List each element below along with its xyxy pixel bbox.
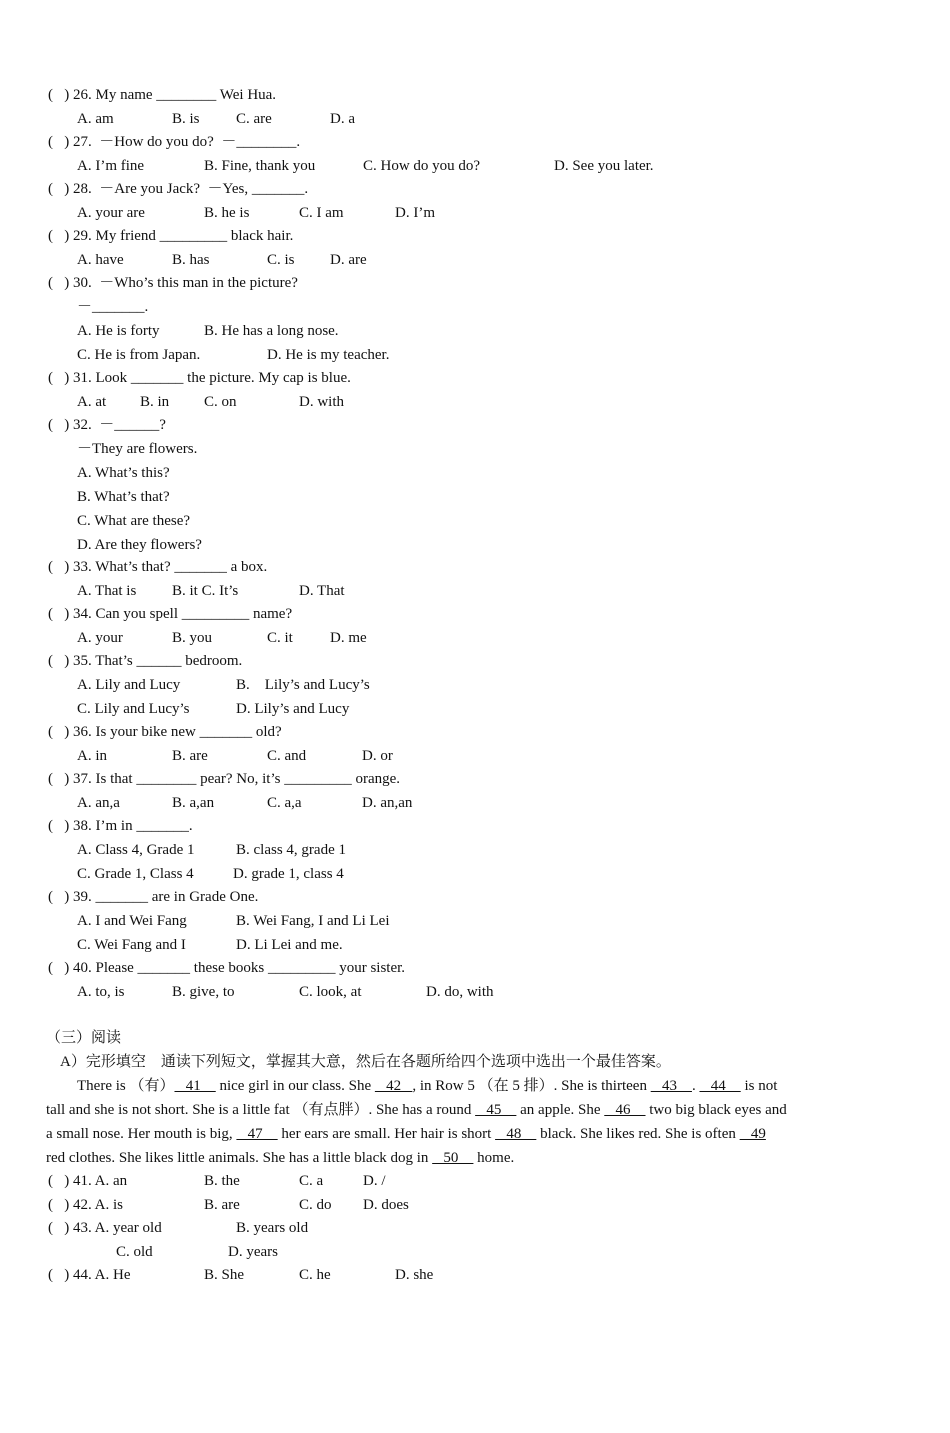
question-31-stem: ( ) 31. Look _______ the picture. My cap is blue. (48, 370, 351, 386)
q36-option-a: A. in (77, 748, 107, 764)
q27-option-a: A. I’m fine (77, 158, 145, 174)
q36-option-d: D. or (362, 748, 393, 764)
passage-line-4: red clothes. She likes little animals. She has a little black dog in 50 home. (46, 1150, 515, 1166)
q37-option-d: D. an,an (362, 795, 413, 811)
blank-48: 48 (495, 1126, 537, 1142)
q34-option-b: B. you (172, 630, 213, 646)
q27-option-c: C. How do you do? (363, 158, 481, 174)
q31-option-d: D. with (299, 394, 344, 410)
q30-option-d: D. He is my teacher. (267, 347, 390, 363)
question-26-stem: ( ) 26. My name ________ Wei Hua. (48, 87, 277, 103)
q37-option-a: A. an,a (77, 795, 120, 811)
q28-option-d: D. I’m (395, 205, 435, 221)
reading-section-title: （三）阅读 (46, 1030, 122, 1046)
q34-option-d: D. me (330, 630, 367, 646)
q38-option-b: B. class 4, grade 1 (236, 842, 346, 858)
q31-option-c: C. on (204, 394, 237, 410)
question-36-stem: ( ) 36. Is your bike new _______ old? (48, 724, 282, 740)
q39-option-d: D. Li Lei and me. (236, 937, 343, 953)
q28-option-a: A. your are (77, 205, 145, 221)
q43-option-b: B. years old (236, 1220, 309, 1236)
q41-option-b: B. the (204, 1173, 240, 1189)
q35-option-b: B. Lily’s and Lucy’s (236, 677, 370, 693)
q35-option-d: D. Lily’s and Lucy (236, 701, 350, 717)
question-44-stem: ( ) 44. A. He (48, 1267, 131, 1283)
q41-option-c: C. a (299, 1173, 324, 1189)
q40-option-c: C. look, at (299, 984, 362, 1000)
question-29-stem: ( ) 29. My friend _________ black hair. (48, 228, 294, 244)
question-43-stem: ( ) 43. A. year old (48, 1220, 162, 1236)
q32-option-d: D. Are they flowers? (77, 537, 202, 553)
q40-option-a: A. to, is (77, 984, 125, 1000)
question-39-stem: ( ) 39. _______ are in Grade One. (48, 889, 259, 905)
q41-option-d: D. / (363, 1173, 386, 1189)
q42-option-d: D. does (363, 1197, 409, 1213)
question-35-stem: ( ) 35. That’s ______ bedroom. (48, 653, 243, 669)
question-28-stem: ( ) 28. －Are you Jack? －Yes, _______. (48, 181, 309, 197)
q34-option-c: C. it (267, 630, 293, 646)
question-32-stem: ( ) 32. －______? (48, 417, 166, 433)
q38-option-d: D. grade 1, class 4 (233, 866, 344, 882)
q29-option-a: A. have (77, 252, 124, 268)
q36-option-c: C. and (267, 748, 307, 764)
q44-option-b: B. She (204, 1267, 245, 1283)
q38-option-c: C. Grade 1, Class 4 (77, 866, 194, 882)
blank-43: 43 (650, 1078, 692, 1094)
q43-option-d: D. years (228, 1244, 278, 1260)
passage-line-3: a small nose. Her mouth is big, 47 her ears are small. Her hair is short 48 black. She likes red. She is often 49 (46, 1126, 766, 1142)
question-34-stem: ( ) 34. Can you spell _________ name? (48, 606, 293, 622)
q28-option-c: C. I am (299, 205, 344, 221)
q31-option-a: A. at (77, 394, 107, 410)
q40-option-b: B. give, to (172, 984, 235, 1000)
question-37-stem: ( ) 37. Is that ________ pear? No, it’s _________ orange. (48, 771, 401, 787)
question-41-stem: ( ) 41. A. an (48, 1173, 128, 1189)
q37-option-c: C. a,a (267, 795, 302, 811)
q42-option-b: B. are (204, 1197, 240, 1213)
q30-option-a: A. He is forty (77, 323, 160, 339)
q34-option-a: A. your (77, 630, 123, 646)
q32-option-c: C. What are these? (77, 513, 191, 529)
q39-option-b: B. Wei Fang, I and Li Lei (236, 913, 390, 929)
q26-option-d: D. a (330, 111, 355, 127)
blank-45: 45 (475, 1102, 517, 1118)
blank-47: 47 (236, 1126, 278, 1142)
blank-50: 50 (432, 1150, 474, 1166)
q32-option-b: B. What’s that? (77, 489, 170, 505)
q26-option-c: C. are (236, 111, 272, 127)
q27-option-d: D. See you later. (554, 158, 654, 174)
q26-option-b: B. is (172, 111, 200, 127)
q43-option-c: C. old (116, 1244, 153, 1260)
q26-option-a: A. am (77, 111, 114, 127)
cloze-instructions: A）完形填空 通读下列短文，掌握其大意，然后在各题所给四个选项中选出一个最佳答案。 (60, 1054, 671, 1070)
q27-option-b: B. Fine, thank you (204, 158, 316, 174)
q30-answer-line: －_______. (77, 299, 149, 315)
q30-option-c: C. He is from Japan. (77, 347, 201, 363)
q29-option-d: D. are (330, 252, 367, 268)
passage-line-2: tall and she is not short. She is a little fat （有点胖）. She has a round 45 an apple. She 46 two big black eyes and (46, 1102, 787, 1118)
question-33-stem: ( ) 33. What’s that? _______ a box. (48, 559, 268, 575)
q30-option-b: B. He has a long nose. (204, 323, 339, 339)
q32-answer-line: －They are flowers. (77, 441, 198, 457)
q37-option-b: B. a,an (172, 795, 215, 811)
q32-option-a: A. What’s this? (77, 465, 170, 481)
blank-42: 42 (374, 1078, 413, 1094)
q29-option-b: B. has (172, 252, 210, 268)
q28-option-b: B. he is (204, 205, 250, 221)
q35-option-c: C. Lily and Lucy’s (77, 701, 190, 717)
q42-option-c: C. do (299, 1197, 332, 1213)
q31-option-b: B. in (140, 394, 170, 410)
q35-option-a: A. Lily and Lucy (77, 677, 181, 693)
q38-option-a: A. Class 4, Grade 1 (77, 842, 195, 858)
passage-line-1: There is （有） 41 nice girl in our class. She 42 , in Row 5 （在 5 排）. She is thirteen 43 . 44 is not (77, 1078, 778, 1094)
question-38-stem: ( ) 38. I’m in _______. (48, 818, 193, 834)
q33-option-a: A. That is (77, 583, 137, 599)
q44-option-d: D. she (395, 1267, 434, 1283)
q44-option-c: C. he (299, 1267, 331, 1283)
blank-49: 49 (739, 1126, 766, 1142)
blank-46: 46 (604, 1102, 646, 1118)
q40-option-d: D. do, with (426, 984, 494, 1000)
question-27-stem: ( ) 27. －How do you do? －________. (48, 134, 301, 150)
blank-41: 41 (174, 1078, 216, 1094)
blank-44: 44 (699, 1078, 741, 1094)
q29-option-c: C. is (267, 252, 295, 268)
q39-option-a: A. I and Wei Fang (77, 913, 187, 929)
q39-option-c: C. Wei Fang and I (77, 937, 186, 953)
q36-option-b: B. are (172, 748, 208, 764)
question-30-stem: ( ) 30. －Who’s this man in the picture? (48, 275, 298, 291)
q33-option-bc: B. it C. It’s (172, 583, 239, 599)
question-40-stem: ( ) 40. Please _______ these books _________ your sister. (48, 960, 406, 976)
q33-option-d: D. That (299, 583, 345, 599)
question-42-stem: ( ) 42. A. is (48, 1197, 123, 1213)
